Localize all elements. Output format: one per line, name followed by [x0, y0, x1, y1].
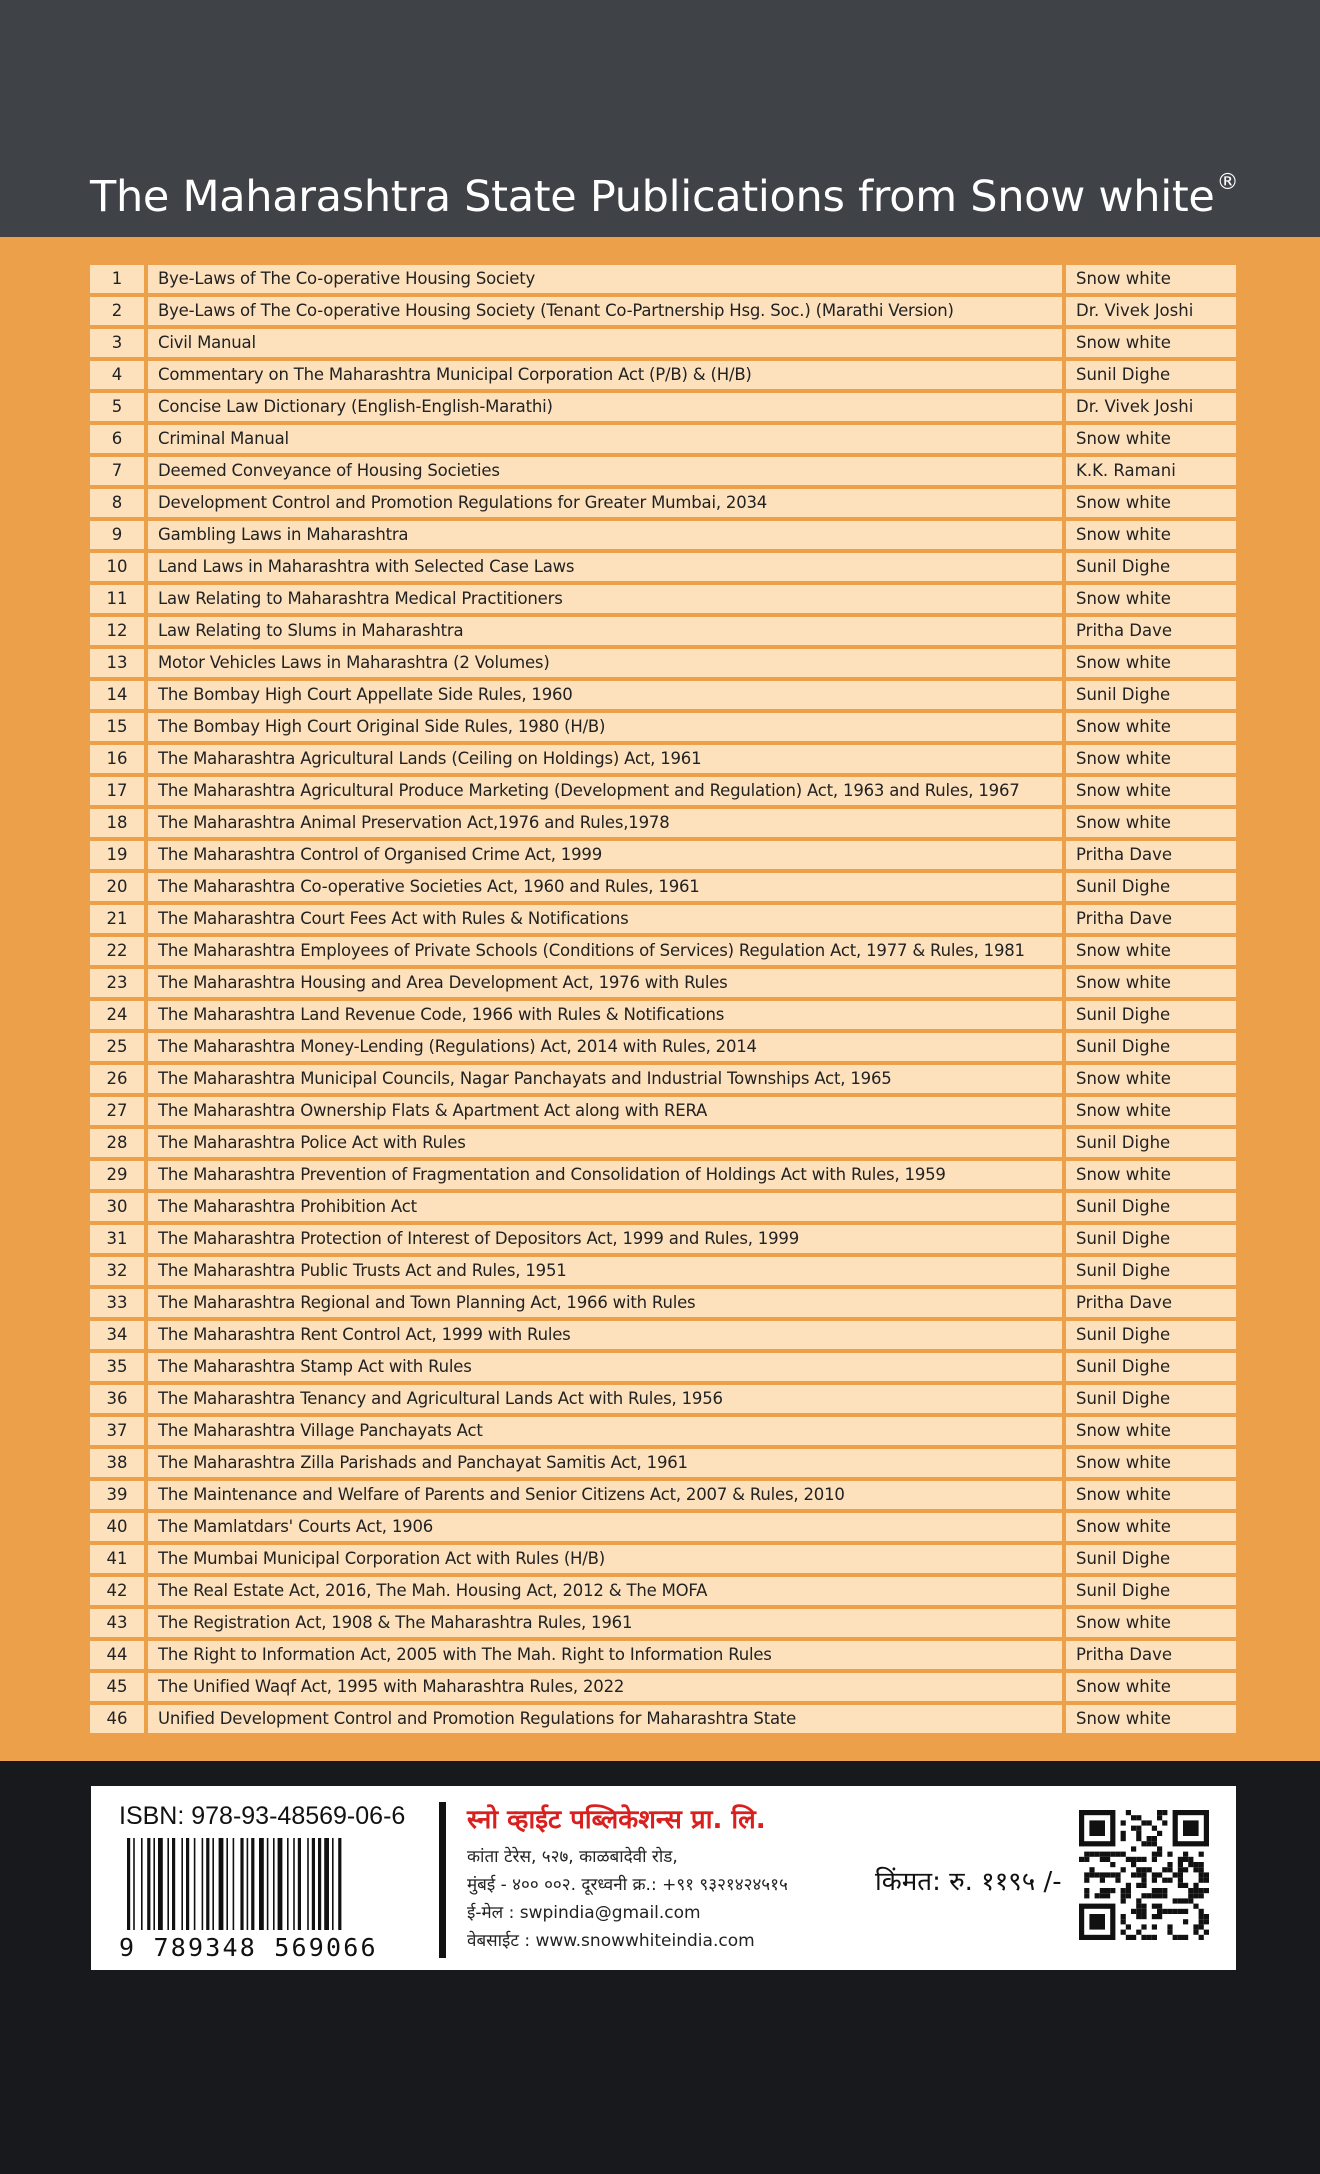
book-author: Sunil Dighe	[1066, 1129, 1236, 1157]
book-title: The Maharashtra Prohibition Act	[148, 1193, 1062, 1221]
book-author: Pritha Dave	[1066, 1641, 1236, 1669]
book-author: Sunil Dighe	[1066, 1353, 1236, 1381]
table-row	[90, 393, 1236, 421]
book-author: Snow white	[1066, 1417, 1236, 1445]
book-author: Sunil Dighe	[1066, 1577, 1236, 1605]
table-row	[90, 1321, 1236, 1349]
book-author: Snow white	[1066, 265, 1236, 293]
table-row	[90, 329, 1236, 357]
book-number: 8	[90, 489, 144, 517]
book-title: Motor Vehicles Laws in Maharashtra (2 Volumes)	[148, 649, 1062, 677]
book-author: Sunil Dighe	[1066, 873, 1236, 901]
address-line-2: मुंबई - ४०० ००२. दूरध्वनी क्र.: +९१ ९३२१४२४५१५	[467, 1875, 788, 1895]
book-author: Sunil Dighe	[1066, 361, 1236, 389]
book-author: Snow white	[1066, 969, 1236, 997]
table-row	[90, 1065, 1236, 1093]
page-title: The Maharashtra State Publications from Snow white®	[90, 170, 1239, 222]
book-number: 7	[90, 457, 144, 485]
book-title: Development Control and Promotion Regulations for Greater Mumbai, 2034	[148, 489, 1062, 517]
table-row	[90, 1193, 1236, 1221]
book-author: Sunil Dighe	[1066, 1033, 1236, 1061]
book-author: Sunil Dighe	[1066, 1193, 1236, 1221]
book-number: 40	[90, 1513, 144, 1541]
book-author: Sunil Dighe	[1066, 1321, 1236, 1349]
book-title: The Maharashtra Animal Preservation Act,1976 and Rules,1978	[148, 809, 1062, 837]
book-number: 14	[90, 681, 144, 709]
table-row	[90, 1289, 1236, 1317]
book-title: The Maharashtra Protection of Interest of Depositors Act, 1999 and Rules, 1999	[148, 1225, 1062, 1253]
barcode-digits: 9 789348 569066	[119, 1933, 378, 1962]
book-author: Snow white	[1066, 1673, 1236, 1701]
address-line-1: कांता टेरेस, ५२७, काळबादेवी रोड,	[467, 1847, 678, 1867]
book-title: Bye-Laws of The Co-operative Housing Society (Tenant Co-Partnership Hsg. Soc.) (Marathi Version)	[148, 297, 1062, 325]
table-row	[90, 1577, 1236, 1605]
book-author: Snow white	[1066, 489, 1236, 517]
book-number: 30	[90, 1193, 144, 1221]
publications-table	[90, 265, 1236, 1737]
book-number: 33	[90, 1289, 144, 1317]
book-author: Snow white	[1066, 937, 1236, 965]
book-author: Snow white	[1066, 1513, 1236, 1541]
table-row	[90, 873, 1236, 901]
table-row	[90, 1449, 1236, 1477]
book-title: The Mamlatdars' Courts Act, 1906	[148, 1513, 1062, 1541]
book-author: K.K. Ramani	[1066, 457, 1236, 485]
book-number: 35	[90, 1353, 144, 1381]
book-number: 34	[90, 1321, 144, 1349]
book-title: The Maharashtra Ownership Flats & Apartment Act along with RERA	[148, 1097, 1062, 1125]
book-title: The Maharashtra Rent Control Act, 1999 with Rules	[148, 1321, 1062, 1349]
table-row	[90, 841, 1236, 869]
table-row	[90, 681, 1236, 709]
book-title: The Unified Waqf Act, 1995 with Maharashtra Rules, 2022	[148, 1673, 1062, 1701]
email-text: ई-मेल : swpindia@gmail.com	[467, 1903, 701, 1923]
book-author: Snow white	[1066, 1161, 1236, 1189]
book-number: 36	[90, 1385, 144, 1413]
table-row	[90, 1417, 1236, 1445]
table-row	[90, 489, 1236, 517]
book-author: Snow white	[1066, 649, 1236, 677]
book-title: Bye-Laws of The Co-operative Housing Society	[148, 265, 1062, 293]
book-title: The Bombay High Court Original Side Rules, 1980 (H/B)	[148, 713, 1062, 741]
book-title: Law Relating to Maharashtra Medical Practitioners	[148, 585, 1062, 613]
book-title: The Mumbai Municipal Corporation Act with Rules (H/B)	[148, 1545, 1062, 1573]
table-row	[90, 1609, 1236, 1637]
isbn-label: ISBN: 978-93-48569-06-6	[119, 1802, 406, 1830]
book-author: Snow white	[1066, 809, 1236, 837]
book-author: Sunil Dighe	[1066, 1257, 1236, 1285]
book-number: 43	[90, 1609, 144, 1637]
book-author: Snow white	[1066, 1705, 1236, 1733]
book-number: 21	[90, 905, 144, 933]
table-row	[90, 1033, 1236, 1061]
book-number: 11	[90, 585, 144, 613]
book-title: Commentary on The Maharashtra Municipal Corporation Act (P/B) & (H/B)	[148, 361, 1062, 389]
book-title: Criminal Manual	[148, 425, 1062, 453]
table-row	[90, 649, 1236, 677]
table-row	[90, 1513, 1236, 1541]
book-number: 23	[90, 969, 144, 997]
book-number: 37	[90, 1417, 144, 1445]
table-row	[90, 937, 1236, 965]
book-number: 22	[90, 937, 144, 965]
book-author: Snow white	[1066, 521, 1236, 549]
book-number: 3	[90, 329, 144, 357]
book-title: Land Laws in Maharashtra with Selected Case Laws	[148, 553, 1062, 581]
qr-code-icon	[1079, 1810, 1209, 1940]
book-title: The Bombay High Court Appellate Side Rules, 1960	[148, 681, 1062, 709]
book-author: Sunil Dighe	[1066, 1545, 1236, 1573]
book-title: The Maharashtra Stamp Act with Rules	[148, 1353, 1062, 1381]
book-title: Deemed Conveyance of Housing Societies	[148, 457, 1062, 485]
header-band	[0, 0, 1320, 237]
barcode-icon	[119, 1838, 409, 1962]
book-author: Sunil Dighe	[1066, 1385, 1236, 1413]
book-title: The Maharashtra Regional and Town Planning Act, 1966 with Rules	[148, 1289, 1062, 1317]
footer-card	[91, 1786, 1236, 1970]
table-row	[90, 361, 1236, 389]
book-number: 27	[90, 1097, 144, 1125]
publisher-name: स्नो व्हाईट पब्लिकेशन्स प्रा. लि.	[467, 1805, 766, 1835]
book-title: Unified Development Control and Promotion Regulations for Maharashtra State	[148, 1705, 1062, 1733]
book-author: Snow white	[1066, 745, 1236, 773]
book-title: Law Relating to Slums in Maharashtra	[148, 617, 1062, 645]
table-row	[90, 777, 1236, 805]
book-number: 26	[90, 1065, 144, 1093]
book-title: Concise Law Dictionary (English-English-Marathi)	[148, 393, 1062, 421]
book-author: Pritha Dave	[1066, 617, 1236, 645]
book-number: 32	[90, 1257, 144, 1285]
registered-mark: ®	[1216, 170, 1239, 195]
book-title: The Maharashtra Employees of Private Schools (Conditions of Services) Regulation Act, 1977 & Rules, 1981	[148, 937, 1062, 965]
book-number: 29	[90, 1161, 144, 1189]
table-row	[90, 1385, 1236, 1413]
book-author: Sunil Dighe	[1066, 1225, 1236, 1253]
table-row	[90, 809, 1236, 837]
book-title: The Maharashtra Housing and Area Development Act, 1976 with Rules	[148, 969, 1062, 997]
book-author: Snow white	[1066, 1097, 1236, 1125]
book-number: 17	[90, 777, 144, 805]
book-title: The Maharashtra Money-Lending (Regulations) Act, 2014 with Rules, 2014	[148, 1033, 1062, 1061]
book-number: 39	[90, 1481, 144, 1509]
book-number: 19	[90, 841, 144, 869]
book-number: 20	[90, 873, 144, 901]
book-number: 12	[90, 617, 144, 645]
book-number: 18	[90, 809, 144, 837]
book-number: 13	[90, 649, 144, 677]
table-row	[90, 745, 1236, 773]
book-author: Snow white	[1066, 1449, 1236, 1477]
book-number: 15	[90, 713, 144, 741]
table-row	[90, 617, 1236, 645]
table-row	[90, 297, 1236, 325]
book-number: 1	[90, 265, 144, 293]
book-title: The Maharashtra Agricultural Lands (Ceiling on Holdings) Act, 1961	[148, 745, 1062, 773]
price-text: किंमत: रु. ११९५ /-	[875, 1867, 1062, 1897]
book-title: The Maharashtra Zilla Parishads and Panchayat Samitis Act, 1961	[148, 1449, 1062, 1477]
table-row	[90, 1225, 1236, 1253]
book-number: 25	[90, 1033, 144, 1061]
book-title: The Maharashtra Prevention of Fragmentation and Consolidation of Holdings Act with Rules, 1959	[148, 1161, 1062, 1189]
book-title: The Maharashtra Court Fees Act with Rules & Notifications	[148, 905, 1062, 933]
table-row	[90, 905, 1236, 933]
book-author: Pritha Dave	[1066, 841, 1236, 869]
book-number: 24	[90, 1001, 144, 1029]
book-title: The Maharashtra Village Panchayats Act	[148, 1417, 1062, 1445]
book-author: Sunil Dighe	[1066, 553, 1236, 581]
table-row	[90, 457, 1236, 485]
book-author: Snow white	[1066, 1065, 1236, 1093]
book-number: 42	[90, 1577, 144, 1605]
table-row	[90, 585, 1236, 613]
table-row	[90, 553, 1236, 581]
table-row	[90, 1353, 1236, 1381]
book-title: The Maintenance and Welfare of Parents and Senior Citizens Act, 2007 & Rules, 2010	[148, 1481, 1062, 1509]
book-author: Snow white	[1066, 329, 1236, 357]
book-number: 2	[90, 297, 144, 325]
table-row	[90, 1673, 1236, 1701]
book-author: Sunil Dighe	[1066, 1001, 1236, 1029]
table-row	[90, 1129, 1236, 1157]
book-title: The Maharashtra Control of Organised Crime Act, 1999	[148, 841, 1062, 869]
book-author: Pritha Dave	[1066, 905, 1236, 933]
table-row	[90, 1257, 1236, 1285]
book-number: 46	[90, 1705, 144, 1733]
book-number: 31	[90, 1225, 144, 1253]
book-title: The Maharashtra Public Trusts Act and Rules, 1951	[148, 1257, 1062, 1285]
book-number: 6	[90, 425, 144, 453]
table-row	[90, 1161, 1236, 1189]
table-row	[90, 265, 1236, 293]
table-row	[90, 1705, 1236, 1733]
website-text: वेबसाईट : www.snowwhiteindia.com	[467, 1931, 755, 1951]
book-author: Pritha Dave	[1066, 1289, 1236, 1317]
book-author: Dr. Vivek Joshi	[1066, 393, 1236, 421]
table-row	[90, 1097, 1236, 1125]
book-author: Snow white	[1066, 1609, 1236, 1637]
table-row	[90, 1545, 1236, 1573]
book-title: The Registration Act, 1908 & The Maharashtra Rules, 1961	[148, 1609, 1062, 1637]
table-row	[90, 713, 1236, 741]
book-title: The Maharashtra Agricultural Produce Marketing (Development and Regulation) Act, 1963 and Rules, 1967	[148, 777, 1062, 805]
book-number: 45	[90, 1673, 144, 1701]
book-number: 41	[90, 1545, 144, 1573]
table-row	[90, 969, 1236, 997]
table-row	[90, 425, 1236, 453]
book-number: 10	[90, 553, 144, 581]
book-number: 38	[90, 1449, 144, 1477]
book-title: The Maharashtra Municipal Councils, Nagar Panchayats and Industrial Townships Act, 1965	[148, 1065, 1062, 1093]
book-number: 44	[90, 1641, 144, 1669]
book-author: Snow white	[1066, 425, 1236, 453]
book-title: The Real Estate Act, 2016, The Mah. Housing Act, 2012 & The MOFA	[148, 1577, 1062, 1605]
book-author: Snow white	[1066, 713, 1236, 741]
book-title: The Maharashtra Land Revenue Code, 1966 with Rules & Notifications	[148, 1001, 1062, 1029]
book-author: Sunil Dighe	[1066, 681, 1236, 709]
table-row	[90, 1001, 1236, 1029]
book-title: The Maharashtra Police Act with Rules	[148, 1129, 1062, 1157]
book-title: The Right to Information Act, 2005 with The Mah. Right to Information Rules	[148, 1641, 1062, 1669]
book-number: 9	[90, 521, 144, 549]
book-author: Snow white	[1066, 777, 1236, 805]
book-title: The Maharashtra Tenancy and Agricultural Lands Act with Rules, 1956	[148, 1385, 1062, 1413]
table-row	[90, 521, 1236, 549]
book-author: Snow white	[1066, 585, 1236, 613]
divider	[439, 1802, 446, 1958]
book-number: 28	[90, 1129, 144, 1157]
book-author: Dr. Vivek Joshi	[1066, 297, 1236, 325]
book-title: Civil Manual	[148, 329, 1062, 357]
book-author: Snow white	[1066, 1481, 1236, 1509]
table-row	[90, 1641, 1236, 1669]
book-title: Gambling Laws in Maharashtra	[148, 521, 1062, 549]
book-number: 16	[90, 745, 144, 773]
book-number: 4	[90, 361, 144, 389]
table-row	[90, 1481, 1236, 1509]
book-number: 5	[90, 393, 144, 421]
book-title: The Maharashtra Co-operative Societies Act, 1960 and Rules, 1961	[148, 873, 1062, 901]
